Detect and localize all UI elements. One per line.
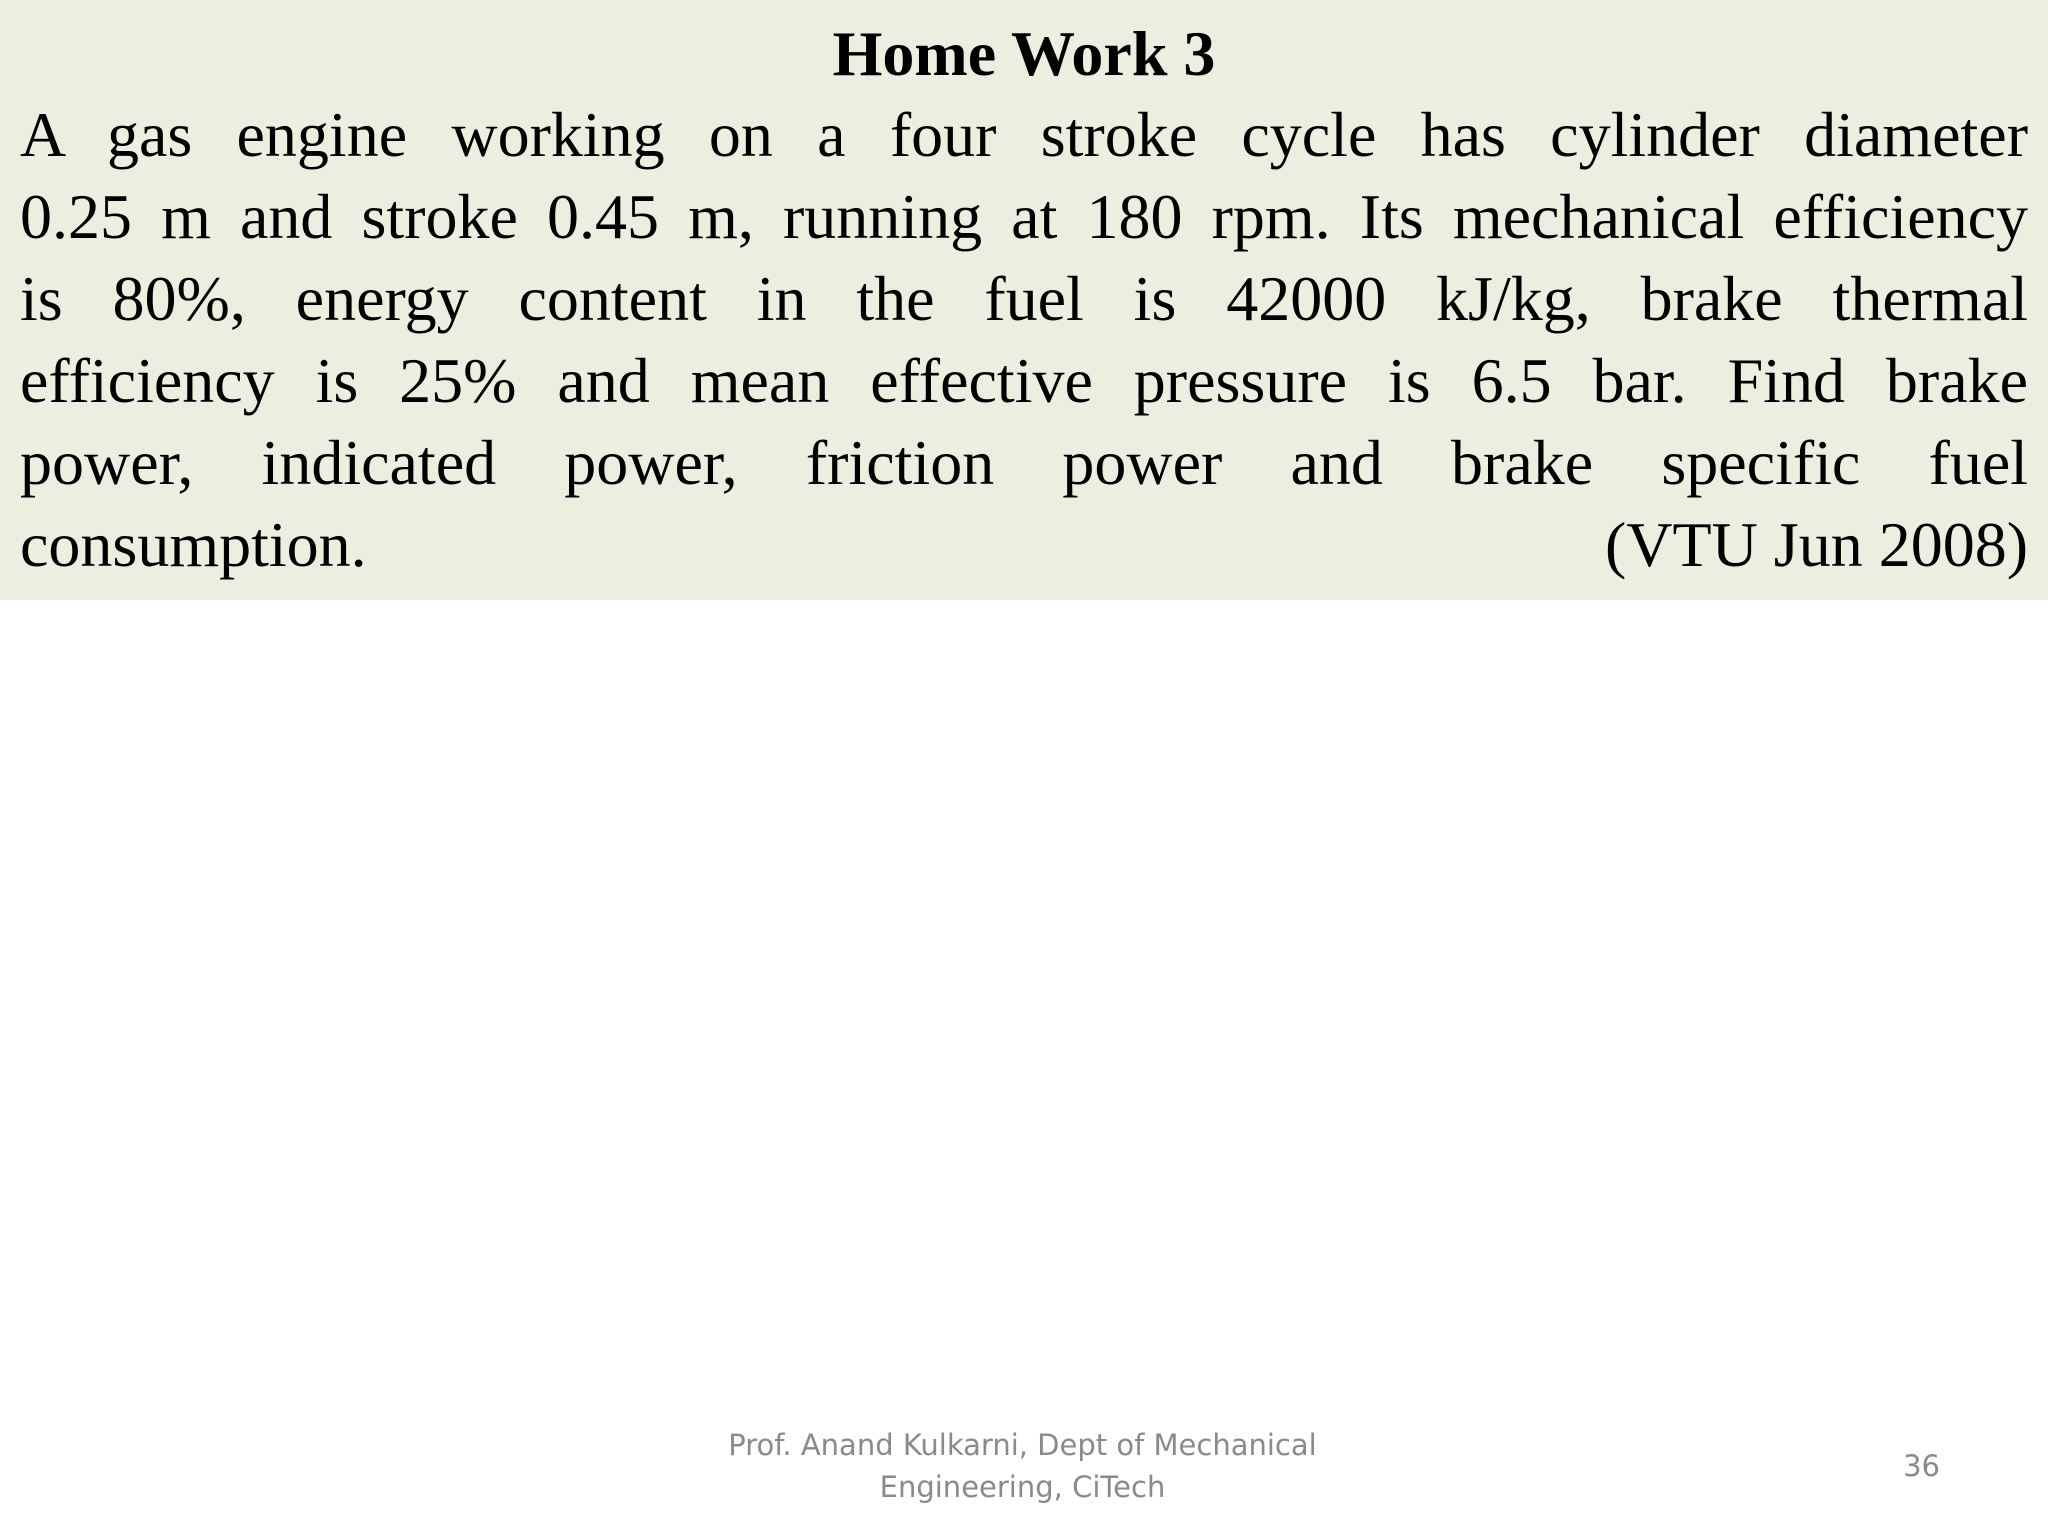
problem-line-6 [20,504,2028,586]
problem-line-4: efficiency is 25% and mean effective pressure is 6.5 bar. Find brake [20,345,2028,416]
problem-statement [20,94,2028,586]
page-number: 36 [1903,1449,1940,1483]
footer-credit [690,1424,1355,1508]
problem-box [0,0,2048,600]
slide-title: Home Work 3 [832,18,1216,89]
problem-line-1: A gas engine working on a four stroke cycle has cylinder diameter [20,99,2028,170]
problem-line-2: 0.25 m and stroke 0.45 m, running at 180 rpm. Its mechanical efficiency [20,181,2028,252]
footer-credit-line-1: Prof. Anand Kulkarni, Dept of Mechanical [728,1428,1317,1462]
problem-line-3: is 80%, energy content in the fuel is 42000 kJ/kg, brake thermal [20,263,2028,334]
problem-source: (VTU Jun 2008) [1604,509,2028,580]
problem-last-word: consumption. [20,509,367,580]
footer-credit-line-2: Engineering, CiTech [879,1470,1166,1504]
problem-line-5: power, indicated power, friction power and brake specific fuel [20,427,2028,498]
